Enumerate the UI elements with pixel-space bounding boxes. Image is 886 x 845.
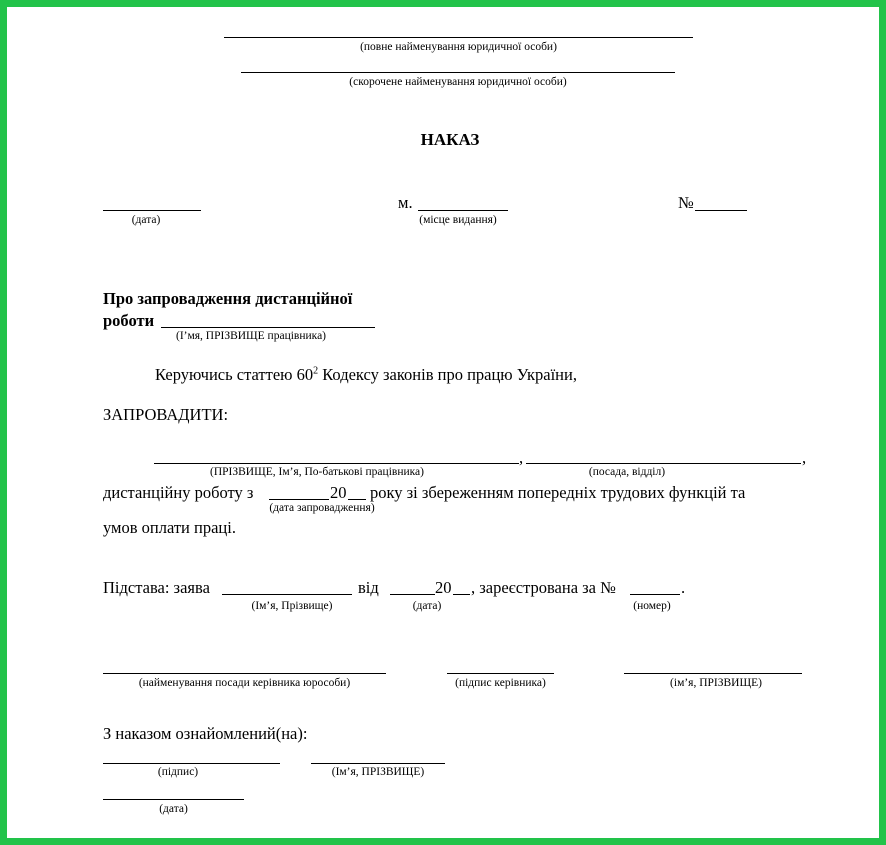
remote-text-b: року зі збереженням попередніх трудових функцій та	[370, 483, 746, 502]
grounds-from: від	[358, 578, 379, 597]
place-line	[418, 210, 508, 211]
head-name-line	[624, 673, 802, 674]
number-line	[695, 210, 747, 211]
start-date-caption: (дата запровадження)	[269, 502, 375, 514]
year-suffix-line	[348, 499, 366, 500]
ack-signature-line	[103, 763, 280, 764]
date-line	[103, 210, 201, 211]
short-name-caption: (скорочене найменування юридичної особи)	[349, 76, 567, 88]
grounds-period: .	[681, 578, 686, 597]
subject-line1: Про запровадження дистанційної	[103, 289, 353, 308]
position-line	[526, 463, 801, 464]
full-name-caption: (повне найменування юридичної особи)	[360, 41, 557, 53]
grounds-number-caption: (номер)	[633, 600, 671, 612]
comma-2: ,	[802, 448, 807, 467]
grounds-name-line	[222, 594, 352, 595]
employee-caption: (ПРІЗВИЩЕ, Ім’я, По-батькові працівника)	[210, 466, 424, 478]
grounds-date-line	[390, 594, 435, 595]
basis-sup: 2	[313, 365, 319, 377]
basis-text	[155, 365, 577, 385]
document-title: НАКАЗ	[420, 130, 480, 149]
grounds-number-line	[630, 594, 680, 595]
start-date-line	[269, 499, 329, 500]
ack-date-line	[103, 799, 244, 800]
basis-text-a: Керуючись статтею 60	[155, 365, 314, 384]
grounds-date-caption: (дата)	[412, 600, 442, 612]
grounds-name-caption: (Ім’я, Прізвище)	[251, 600, 333, 612]
number-label: №	[678, 193, 694, 212]
date-caption: (дата)	[131, 214, 161, 226]
short-name-line	[241, 72, 675, 73]
place-caption: (місце видання)	[419, 214, 497, 226]
head-signature-caption: (підпис керівника)	[455, 677, 546, 689]
subject-line2: роботи	[103, 311, 155, 330]
head-name-caption: (ім’я, ПРІЗВИЩЕ)	[670, 677, 762, 689]
grounds-year-suffix-line	[453, 594, 470, 595]
full-name-line	[224, 37, 693, 38]
city-prefix: м.	[398, 193, 413, 212]
command-text: ЗАПРОВАДИТИ:	[103, 405, 229, 424]
position-caption: (посада, відділ)	[588, 466, 666, 478]
subject-name-line	[161, 327, 375, 328]
acknowledgement-label: З наказом ознайомлений(на):	[103, 724, 308, 743]
remote-year: 20	[330, 483, 347, 502]
ack-name-caption: (Ім’я, ПРІЗВИЩЕ)	[331, 766, 425, 778]
remote-text-line2: умов оплати праці.	[103, 518, 236, 537]
remote-text-a: дистанційну роботу з	[103, 483, 254, 502]
basis-text-b: Кодексу законів про працю України,	[318, 365, 577, 384]
employee-line	[154, 463, 519, 464]
head-position-line	[103, 673, 386, 674]
ack-date-caption: (дата)	[159, 803, 188, 815]
head-signature-line	[447, 673, 554, 674]
ack-name-line	[311, 763, 445, 764]
ack-signature-caption: (підпис)	[157, 766, 199, 778]
grounds-registered: , зареєстрована за №	[471, 578, 616, 597]
grounds-prefix: Підстава: заява	[103, 578, 210, 597]
head-position-caption: (найменування посади керівника юрособи)	[138, 677, 351, 689]
grounds-year: 20	[435, 578, 452, 597]
subject-name-caption: (І’мя, ПРІЗВИЩЕ працівника)	[175, 330, 327, 342]
comma-1: ,	[519, 448, 524, 467]
